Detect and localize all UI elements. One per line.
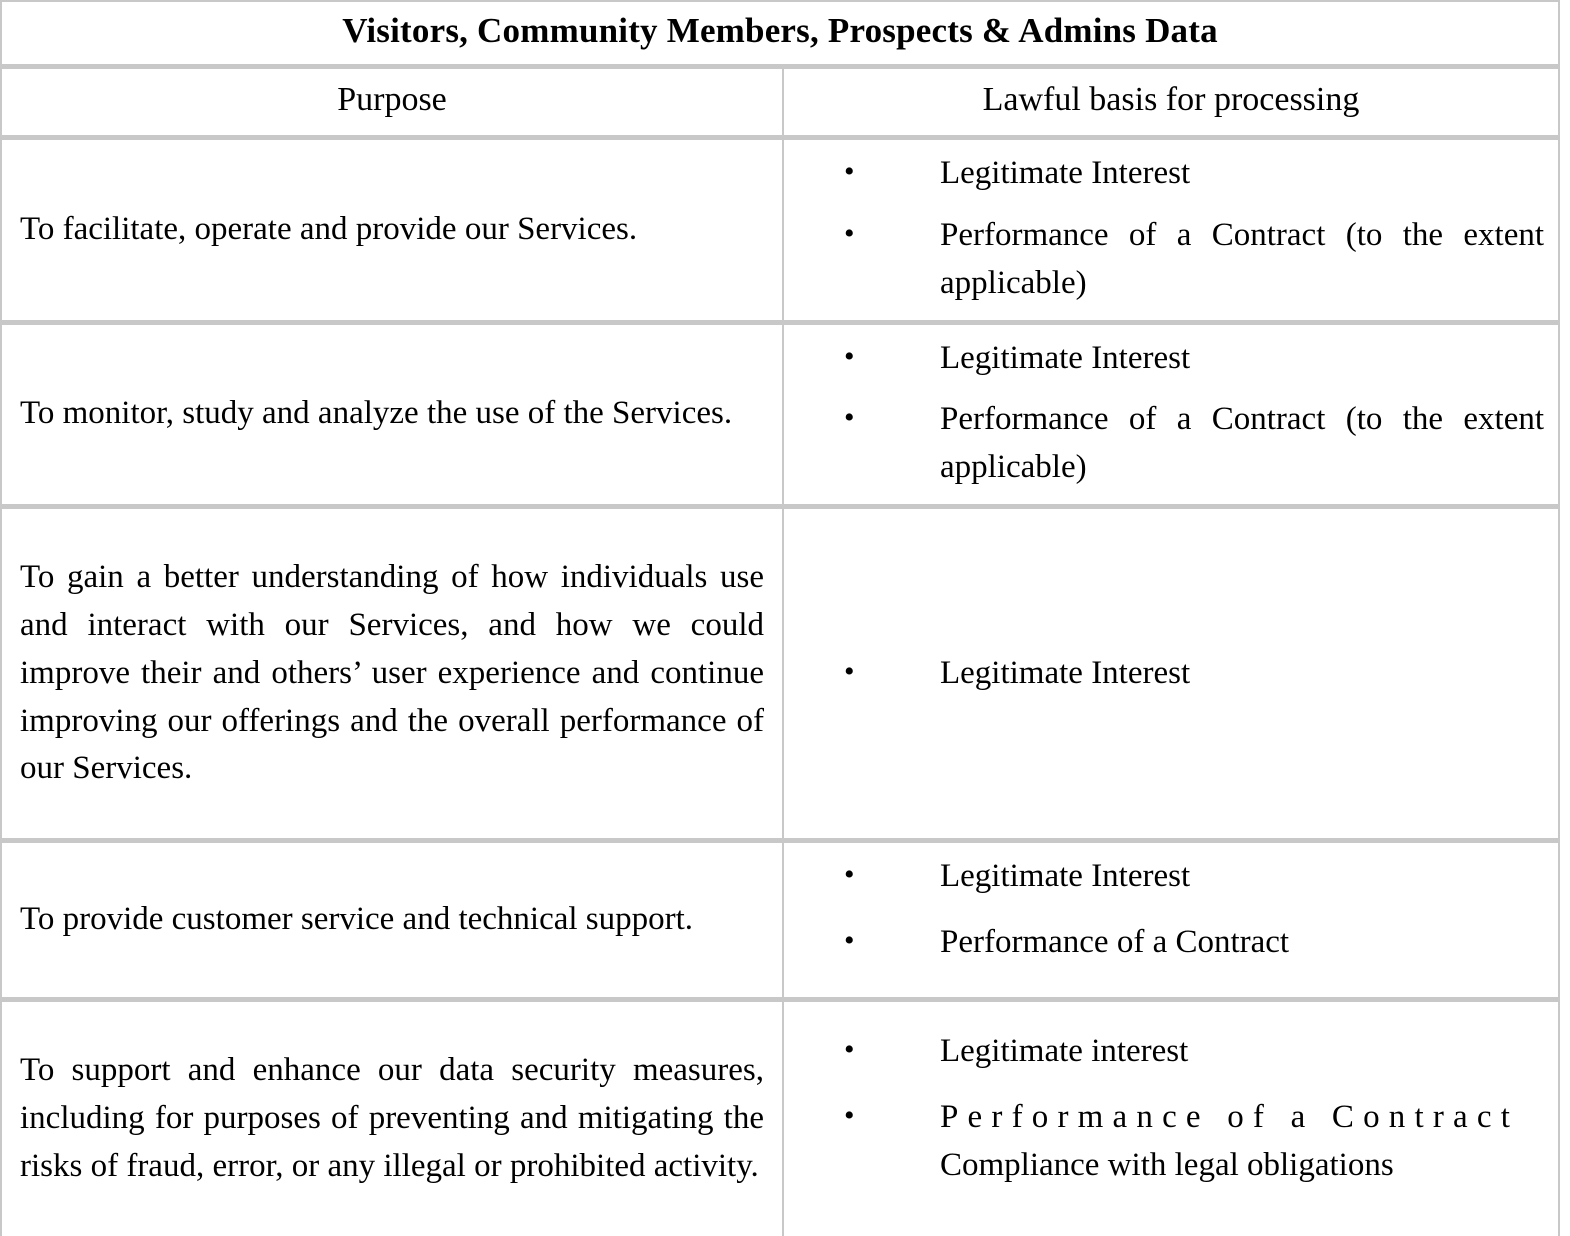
purpose-cell [1, 999, 783, 1235]
list-item [798, 853, 1544, 901]
list-item-label: Legitimate interest [940, 1032, 1189, 1069]
bullet-icon: • [844, 155, 855, 188]
bullet-icon: • [844, 1098, 855, 1132]
list-item-label-line2: Compliance with legal obligations [940, 1146, 1394, 1183]
lawful-basis-list [798, 1028, 1544, 1190]
table-title-row [1, 1, 1559, 67]
lawful-basis-cell [783, 507, 1559, 841]
list-item-label: Legitimate Interest [940, 858, 1191, 895]
lawful-basis-cell [783, 841, 1559, 1000]
lawful-basis-cell [783, 322, 1559, 507]
list-item [798, 919, 1544, 967]
list-item-label-line1: Performance of a Contract [940, 1098, 1520, 1135]
column-header-lawful-basis: Lawful basis for processing [982, 80, 1360, 118]
bullet-icon: • [844, 216, 855, 250]
lawful-basis-cell [783, 138, 1559, 323]
table-row [1, 507, 1559, 841]
list-item-label: Legitimate Interest [940, 339, 1191, 376]
lawful-basis-list [798, 150, 1544, 308]
purpose-text: To gain a better understanding of how individuals use and interact with our Services, and how we could improve their and others’ user experience and continue improving our offerings and the overall performance of our Services. [20, 559, 764, 787]
bullet-icon: • [844, 401, 855, 435]
list-item-label: Performance of a Contract [940, 924, 1290, 961]
table-row [1, 322, 1559, 507]
list-item-label: Legitimate Interest [940, 654, 1191, 691]
column-header-purpose-cell [1, 67, 783, 138]
purpose-text: To monitor, study and analyze the use of the Services. [20, 395, 733, 432]
lawful-basis-list [798, 853, 1544, 967]
list-item [798, 1028, 1544, 1076]
column-header-lawful-basis-cell [783, 67, 1559, 138]
list-item [798, 1094, 1544, 1190]
bullet-icon: • [844, 654, 855, 688]
table-title-cell [1, 1, 1559, 67]
list-item-label: Legitimate Interest [940, 155, 1191, 191]
lawful-basis-list [798, 335, 1544, 493]
table-row [1, 138, 1559, 323]
list-item [798, 150, 1544, 198]
list-item [798, 650, 1544, 698]
list-item [798, 212, 1544, 308]
list-item-label: Performance of a Contract (to the extent applicable) [940, 401, 1545, 486]
list-item-label: Performance of a Contract (to the extent applicable) [940, 216, 1545, 301]
table-title: Visitors, Community Members, Prospects & Admins Data [342, 10, 1218, 50]
purpose-cell [1, 507, 783, 841]
table-header-row [1, 67, 1559, 138]
bullet-icon: • [844, 924, 855, 958]
table-row [1, 999, 1559, 1235]
purpose-text: To facilitate, operate and provide our Services. [20, 210, 638, 247]
purpose-cell [1, 138, 783, 323]
list-item [798, 396, 1544, 492]
purpose-text: To support and enhance our data security measures, including for purposes of preventing and mitigating the risks of fraud, error, or any illegal or prohibited activity. [20, 1051, 764, 1184]
table-row [1, 841, 1559, 1000]
list-item [798, 335, 1544, 383]
column-header-purpose: Purpose [337, 80, 447, 118]
purpose-text: To provide customer service and technical support. [20, 901, 694, 938]
lawful-basis-list [798, 650, 1544, 698]
bullet-icon: • [844, 339, 855, 373]
lawful-basis-cell [783, 999, 1559, 1235]
bullet-icon: • [844, 1032, 855, 1066]
purpose-cell [1, 322, 783, 507]
purpose-cell [1, 841, 783, 1000]
bullet-icon: • [844, 858, 855, 892]
